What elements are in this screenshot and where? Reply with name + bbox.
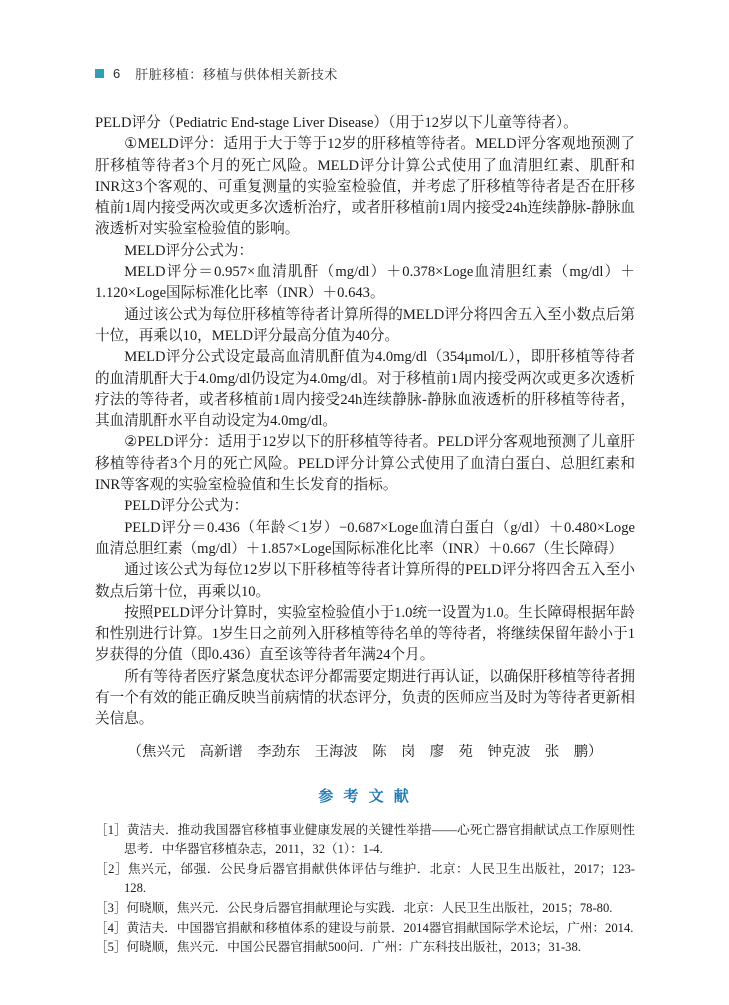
paragraph: MELD评分公式为： — [124, 242, 254, 259]
reference-item: ［3］何晓顺，焦兴元．公民身后器官捐献理论与实践．北京：人民卫生出版社，2015；78-80. — [95, 900, 613, 915]
page-content — [95, 64, 635, 958]
running-title: 肝脏移植：移植与供体相关新技术 — [135, 67, 338, 82]
paragraph: PELD评分＝0.436（年龄＜1岁）−0.687×Loge血清白蛋白（g/dl）＋0.480×Loge血清总胆红素（mg/dl）＋1.857×Loge国际标准化比率（INR）＋0.667（生长障碍） — [95, 519, 635, 557]
reference-item: ［5］何晓顺，焦兴元．中国公民器官捐献500问．广州：广东科技出版社，2013；31-38. — [95, 940, 581, 955]
paragraph: PELD评分公式为： — [124, 498, 249, 515]
paragraph: ①MELD评分：适用于大于等于12岁的肝移植等待者。MELD评分客观地预测了肝移植等待者3个月的死亡风险。MELD评分计算公式使用了血清胆红素、肌酐和INR这3个客观的、可重复测量的实验室检验值，并考虑了肝移植等待者是否在肝移植前1周内接受两次或更多次透析治疗，或者肝移植前1周内接受24h连续静脉-静脉血液透析对实验室检验值的影响。 — [95, 136, 635, 238]
reference-item: ［2］焦兴元，邰强．公民身后器官捐献供体评估与维护．北京：人民卫生出版社，2017；123-128. — [95, 861, 635, 896]
paragraph: PELD评分（Pediatric End-stage Liver Disease）（用于12岁以下儿童等待者）。 — [95, 115, 578, 131]
references-title: 参 考 文 献 — [318, 787, 412, 805]
header-marker-icon — [95, 69, 104, 78]
paragraph: ②PELD评分：适用于12岁以下的肝移植等待者。PELD评分客观地预测了儿童肝移植等待者3个月的死亡风险。PELD评分计算公式使用了血清白蛋白、总胆红素和INR等客观的实验室检验值和生长发育的指标。 — [95, 434, 635, 494]
paragraph: 所有等待者医疗紧急度状态评分都需要定期进行再认证，以确保肝移植等待者拥有一个有效的能正确反映当前病情的状态评分，负责的医师应当及时为等待者更新相关信息。 — [95, 668, 635, 728]
authors-line: （焦兴元 高新谱 李劲东 王海波 陈 岗 廖 苑 钟克波 张 鹏） — [127, 743, 603, 760]
reference-item: ［4］黄洁夫．中国器官捐献和移植体系的建设与前景．2014器官捐献国际学术论坛，广州：2014. — [95, 920, 634, 935]
page-number: 6 — [113, 66, 121, 81]
paragraph: 按照PELD评分计算时，实验室检验值小于1.0统一设置为1.0。生长障碍根据年龄和性别进行计算。1岁生日之前列入肝移植等待名单的等待者，将继续保留年龄小于1岁获得的分值（即0.436）直至该等待者年满24个月。 — [95, 604, 635, 664]
paragraph: MELD评分＝0.957×血清肌酐（mg/dl）＋0.378×Loge血清胆红素（mg/dl）＋1.120×Loge国际标准化比率（INR）＋0.643。 — [95, 264, 635, 302]
paragraph: 通过该公式为每位肝移植等待者计算所得的MELD评分将四舍五入至小数点后第十位，再乘以10，MELD评分最高分值为40分。 — [95, 306, 635, 344]
reference-item: ［1］黄洁夫．推动我国器官移植事业健康发展的关键性举措——心死亡器官捐献试点工作原则性思考．中华器官移植杂志，2011，32（1）：1-4. — [95, 822, 635, 857]
references-list — [95, 821, 635, 958]
paragraph: MELD评分公式设定最高血清肌酐值为4.0mg/dl（354μmol/L），即肝移植等待者的血清肌酐大于4.0mg/dl仍设定为4.0mg/dl。对于移植前1周内接受两次或更多次透析疗法的等待者，或者移植前1周内接受24h连续静脉-静脉血液透析的肝移植等待者，其血清肌酐水平自动设定为4.0mg/dl。 — [95, 349, 635, 430]
body-content — [95, 113, 635, 731]
page-header — [95, 64, 635, 83]
paragraph: 通过该公式为每位12岁以下肝移植等待者计算所得的PELD评分将四舍五入至小数点后第十位，再乘以10。 — [95, 562, 635, 600]
